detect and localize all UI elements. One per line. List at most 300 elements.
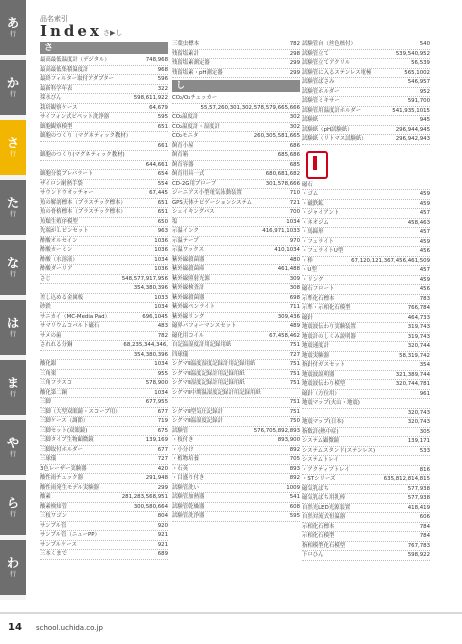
entry-pages: 1034 — [154, 304, 168, 310]
tab-7[interactable] — [0, 420, 26, 475]
index-entry — [40, 465, 168, 475]
entry-pages: 654 — [157, 171, 168, 177]
entry-pages: 541 — [289, 494, 300, 500]
entry-name: 酸化銀 — [40, 361, 57, 367]
index-entry — [172, 113, 300, 123]
entry-name: 飼育小屋 — [172, 142, 194, 149]
tab-gyo: 行 — [9, 451, 16, 458]
entry-name: 示相化石標本 — [302, 523, 335, 530]
entry-name: 紫外線殺菌庫 — [172, 266, 205, 272]
entry-name: 地震マップ(火山・地震) — [302, 400, 360, 406]
index-entry — [40, 284, 168, 294]
index-entry — [172, 132, 300, 142]
entry-name: CO₂/O₂チェッカー — [172, 95, 218, 101]
entry-name: 差し込める金属板 — [40, 294, 84, 301]
entry-name: ・アクティブトレイ — [302, 466, 350, 473]
index-entry — [172, 512, 300, 522]
entry-pages: 319,743 — [407, 324, 430, 330]
entry-pages: 533 — [419, 447, 430, 454]
index-column-3 — [302, 40, 430, 561]
tab-0[interactable] — [0, 0, 26, 55]
entry-pages: 705 — [289, 456, 300, 462]
index-entry — [40, 199, 168, 209]
index-entry — [40, 66, 168, 76]
index-entry — [172, 227, 300, 237]
index-entry — [40, 275, 168, 285]
tab-6[interactable] — [0, 360, 26, 415]
entry-name: 試験管に入るステンレス電極 — [302, 69, 372, 76]
index-entry — [302, 447, 430, 457]
index-entry — [302, 361, 430, 371]
entry-pages: 64,679 — [149, 104, 168, 111]
entry-name: 試験紙（pH試験紙） — [302, 126, 353, 133]
entry-pages: 893,900 — [277, 437, 300, 443]
entry-name: サメの歯 — [40, 332, 62, 339]
index-entry — [40, 531, 168, 541]
index-entry — [40, 550, 168, 560]
entry-name: されれる分銅 — [40, 342, 73, 348]
index-title: Index — [40, 22, 102, 40]
entry-pages: 489 — [289, 323, 300, 329]
entry-pages: 459 — [419, 191, 430, 197]
index-entry — [302, 513, 430, 523]
entry-name: 示相化石模型 — [302, 533, 335, 539]
entry-name: 酸素 — [40, 494, 51, 500]
tab-kana: な — [6, 256, 19, 270]
index-entry — [40, 522, 168, 532]
entry-pages: 719 — [157, 418, 168, 424]
index-entry — [172, 379, 300, 389]
entry-name: ・ゴム — [302, 191, 319, 197]
page-number: 14 — [8, 622, 22, 633]
entry-pages: 608 — [289, 503, 300, 510]
index-entry — [172, 218, 300, 228]
index-entry — [172, 142, 300, 152]
index-entry — [172, 503, 300, 513]
index-entry — [40, 360, 168, 370]
entry-name: 三脚（大型双眼鏡・スコープ用） — [40, 408, 121, 415]
tab-kana: ま — [6, 376, 19, 390]
entry-name: 採水びん — [40, 95, 62, 101]
entry-pages: 766,784 — [407, 305, 430, 311]
entry-name: 塩 — [172, 218, 178, 225]
entry-pages: 685,686 — [277, 152, 300, 158]
entry-name: 地震計のしくみ説明器 — [302, 333, 356, 340]
index-entry — [40, 75, 168, 85]
entry-pages: 1036 — [154, 266, 168, 272]
entry-pages: 921 — [157, 541, 168, 548]
entry-pages: 309 — [289, 275, 300, 282]
entry-pages: 721 — [289, 199, 300, 206]
index-entry — [302, 50, 430, 60]
index-entry — [302, 276, 430, 286]
entry-name: ・枝付き — [172, 437, 194, 443]
entry-name: 最終フィルター取付アダプター — [40, 76, 115, 82]
entry-pages: 305 — [419, 428, 430, 435]
index-entry — [302, 352, 430, 362]
entry-pages: 892 — [289, 446, 300, 453]
entry-name: 磁石 — [302, 181, 313, 188]
magnet-icon — [306, 151, 328, 179]
index-entry — [172, 408, 300, 418]
entry-name: CO₂モニタ — [172, 133, 199, 139]
entry-pages: 921 — [157, 532, 168, 538]
index-entry — [172, 370, 300, 380]
entry-pages: 410,1034 — [274, 247, 300, 253]
entry-name: サンプル管（ニューPP） — [40, 532, 100, 538]
entry-name: 最高最低集積温度計 — [40, 66, 89, 73]
index-entry — [40, 265, 168, 275]
entry-pages: 416,971,1033 — [262, 228, 300, 234]
index-entry — [40, 170, 168, 180]
index-entry — [172, 237, 300, 247]
index-entry — [302, 219, 430, 229]
tab-gyo: 行 — [9, 151, 16, 158]
index-entry — [172, 199, 300, 209]
entry-pages: 598,611,922 — [133, 95, 168, 101]
index-entry — [172, 161, 300, 171]
index-entry — [40, 132, 168, 142]
index-entry — [302, 135, 430, 145]
index-entry — [302, 437, 430, 447]
index-entry — [40, 389, 168, 399]
entry-pages: 680,681,682 — [265, 171, 300, 177]
entry-name: 魚類生殖序模型 — [40, 218, 78, 225]
tab-8[interactable] — [0, 480, 26, 535]
entry-name: ・植物培養 — [172, 456, 199, 462]
index-entry — [172, 50, 300, 60]
index-entry — [40, 246, 168, 256]
entry-pages: 767,783 — [407, 542, 430, 549]
index-entry — [172, 389, 300, 399]
entry-name: ・U型 — [302, 267, 317, 273]
index-entry — [40, 94, 168, 104]
index-entry — [302, 181, 430, 191]
entry-name: 試験管立てアクリル — [302, 60, 351, 66]
site-url[interactable]: school.uchida.co.jp — [36, 624, 103, 632]
entry-name: 地震波説明器 — [302, 371, 335, 378]
tab-kana: は — [6, 316, 19, 330]
index-entry — [302, 314, 430, 324]
index-entry — [302, 342, 430, 352]
entry-name: シグマⅡ温湿度記録計 — [172, 418, 224, 424]
index-entry — [40, 455, 168, 465]
index-entry — [172, 427, 300, 437]
entry-name: 自記温湿度計用記録用紙 — [172, 342, 232, 348]
index-entry — [302, 88, 430, 98]
entry-name: 紫外線照射光源 — [172, 275, 210, 282]
entry-pages: 677,955 — [145, 399, 168, 405]
index-entry — [40, 85, 168, 95]
index-entry — [172, 69, 300, 79]
entry-pages: 56,539 — [411, 60, 430, 66]
index-entry — [302, 69, 430, 79]
index-entry — [302, 59, 430, 69]
index-entry — [302, 238, 430, 248]
index-entry — [172, 40, 300, 50]
tab-3[interactable] — [0, 180, 26, 235]
entry-name: 地震マップ(日本) — [302, 419, 344, 425]
index-entry — [172, 341, 300, 351]
entry-pages: 578,900 — [145, 380, 168, 386]
index-entry — [40, 370, 168, 380]
index-entry — [40, 341, 168, 351]
index-entry — [40, 123, 168, 133]
tab-1[interactable] — [0, 60, 26, 115]
entry-name: 三葉虫標本 — [172, 41, 199, 47]
entry-pages: 816 — [419, 466, 430, 473]
entry-pages: 458,463 — [407, 219, 430, 226]
tab-gyo: 行 — [9, 391, 16, 398]
entry-pages: 685 — [289, 161, 300, 168]
entry-name: 磁針 — [302, 314, 313, 321]
index-entry — [302, 504, 430, 514]
index-entry — [40, 142, 168, 152]
entry-pages: 67,458,462 — [269, 332, 300, 339]
entry-pages: 1033 — [154, 294, 168, 301]
entry-name: 三脚 — [40, 399, 51, 405]
entry-pages: 457 — [419, 210, 430, 216]
entry-name: ・目盛り付き — [172, 475, 205, 481]
tab-4[interactable] — [0, 240, 26, 295]
entry-pages: 750 — [289, 418, 300, 424]
entry-name: 三枝ワゴン — [40, 513, 67, 519]
entry-pages: 541,935,1015 — [392, 107, 430, 114]
entry-pages: 751 — [289, 408, 300, 415]
entry-name: さじ — [40, 275, 51, 282]
entry-pages: 354 — [419, 362, 430, 368]
entry-pages: 1034 — [154, 389, 168, 396]
index-entry — [40, 351, 168, 361]
entry-name: 指相模型化石模型 — [302, 542, 346, 549]
index-entry — [302, 190, 430, 200]
entry-pages: 577,938 — [407, 495, 430, 501]
entry-pages: 1009 — [286, 484, 300, 491]
kana-heading-sa: さ — [40, 42, 168, 54]
entry-pages — [298, 94, 300, 103]
entry-pages: 320,743 — [407, 409, 430, 416]
index-entry — [40, 104, 168, 114]
index-entry — [40, 474, 168, 484]
tab-2[interactable] — [0, 120, 26, 175]
index-entry — [40, 161, 168, 171]
index-entry — [172, 123, 300, 133]
entry-pages: 689 — [157, 551, 168, 557]
entry-name: 試験管加熱器 — [172, 494, 205, 500]
index-entry — [172, 256, 300, 266]
entry-name: 三脚タイプ生物顕微鏡 — [40, 437, 94, 443]
entry-name: 自然対流式恒温器 — [302, 514, 346, 520]
entry-pages: 577,938 — [407, 485, 430, 492]
entry-pages: 319,743 — [407, 333, 430, 340]
entry-pages: 677 — [157, 408, 168, 415]
entry-name: ・フェライト — [302, 238, 334, 245]
entry-name: 残留塩素計 — [172, 50, 199, 57]
index-entry — [302, 209, 430, 219]
entry-name: シグマⅡ湿度記録計用記録用紙 — [172, 380, 245, 386]
entry-pages: 456 — [419, 286, 430, 292]
entry-name: CO₂温度計・湿度計 — [172, 123, 220, 130]
entry-pages: 1034 — [154, 256, 168, 263]
index-entry — [40, 256, 168, 266]
index-entry — [172, 265, 300, 275]
index-entry — [172, 332, 300, 342]
entry-name: 魚の解剖標本（プラスチック標本） — [40, 199, 126, 206]
entry-pages: 483 — [157, 323, 168, 329]
entry-name: 飼育用具一式 — [172, 171, 205, 177]
entry-name: CO₂温度計 — [172, 114, 199, 120]
index-entry — [40, 294, 168, 304]
index-entry — [40, 503, 168, 513]
entry-name: 示温テープ — [172, 237, 199, 244]
index-entry — [40, 332, 168, 342]
entry-pages: 686 — [289, 142, 300, 149]
index-entry — [40, 379, 168, 389]
entry-name: 三脚セット(双眼鏡) — [40, 427, 88, 434]
index-entry — [302, 390, 430, 400]
entry-pages: 644,661 — [145, 161, 168, 168]
tab-9[interactable] — [0, 540, 26, 595]
entry-name: サンプル管 — [40, 522, 67, 529]
entry-pages: 751 — [289, 342, 300, 348]
index-entry — [40, 446, 168, 456]
entry-pages: 804 — [157, 513, 168, 519]
entry-name: 試験紙（リトマス試験紙） — [302, 136, 367, 142]
entry-pages: 464,733 — [407, 314, 430, 321]
entry-pages: 300,580,664 — [133, 503, 168, 510]
index-entry — [172, 360, 300, 370]
entry-name: ・ジャイアント — [302, 210, 340, 216]
entry-name: 地震波伝わり模型 — [302, 381, 346, 387]
entry-name: 酸性雨チェック器 — [40, 475, 83, 481]
index-column-2 — [172, 40, 300, 522]
entry-pages: 302 — [289, 123, 300, 130]
entry-name: ・石英 — [172, 465, 189, 472]
entry-pages: 67,445 — [149, 190, 168, 196]
entry-pages: 354,380,396 — [133, 285, 168, 291]
index-entry — [40, 436, 168, 446]
entry-pages: 751 — [289, 399, 300, 405]
entry-name: 酸性雨発生モデル実験器 — [40, 484, 100, 491]
entry-pages: 68,235,344,346, — [123, 342, 168, 348]
index-entry — [302, 247, 430, 257]
entry-name: 最高最低温度計（デジタル） — [40, 57, 110, 63]
entry-pages: 576,705,892,893 — [253, 427, 300, 434]
entry-name: 試験管ホルダー — [302, 88, 340, 95]
entry-name: 試験管用温度計ホルダー — [302, 107, 362, 114]
entry-name: サウンドウオッチャー — [40, 190, 94, 196]
index-entry — [302, 323, 430, 333]
entry-pages: 320,744 — [407, 343, 430, 349]
index-column-1 — [40, 40, 168, 560]
entry-name: システム顕微鏡 — [302, 438, 340, 444]
entry-name: ・馬蹄形 — [302, 229, 324, 235]
entry-name: 三脚取付ホルダー — [40, 446, 83, 453]
index-entry — [172, 94, 300, 104]
entry-name: 磁石フロート — [302, 286, 335, 292]
entry-pages — [428, 456, 430, 465]
entry-pages: 299 — [157, 484, 168, 491]
index-entry — [172, 465, 300, 475]
entry-name: サニカイ（MC-Media Pad） — [40, 313, 110, 320]
tab-5[interactable] — [0, 300, 26, 355]
entry-name: 指針付ガスセット — [302, 362, 346, 368]
entry-pages: 700 — [289, 209, 300, 215]
index-label: 品名索引 — [40, 15, 68, 23]
index-entry — [40, 493, 168, 503]
entry-name: 試験管ばさみ — [302, 79, 335, 85]
tab-kana: わ — [6, 556, 19, 570]
entry-name: 紫外線検査計 — [172, 285, 205, 291]
entry-name: 指数計(熱中症) — [302, 428, 339, 435]
entry-name: 地震波伝わり実験装置 — [302, 324, 356, 330]
index-entry — [40, 237, 168, 247]
index-entry — [302, 97, 430, 107]
entry-pages: 782 — [157, 332, 168, 339]
index-entry — [172, 104, 300, 114]
index-entry — [172, 303, 300, 313]
index-entry — [302, 266, 430, 276]
index-entry — [172, 322, 300, 332]
entry-name: 磁気乳ばち — [302, 485, 329, 492]
entry-name: 飼育容器 — [172, 161, 194, 168]
entry-name: 酢酸ダーリア — [40, 266, 73, 272]
index-entry — [40, 322, 168, 332]
entry-pages: 784 — [419, 523, 430, 530]
entry-pages: 1036 — [154, 247, 168, 253]
entry-name: 紫外線殺菌器 — [172, 294, 205, 301]
entry-pages: 920 — [157, 522, 168, 529]
entry-pages: 420 — [157, 465, 168, 472]
tab-kana: さ — [6, 136, 19, 150]
entry-pages: 893 — [289, 465, 300, 472]
entry-pages: 751 — [289, 370, 300, 377]
index-entry — [40, 113, 168, 123]
entry-name: 3色レーザー実験器 — [40, 465, 87, 472]
tab-kana: や — [6, 436, 19, 450]
entry-pages: 961 — [419, 390, 430, 397]
entry-name: 四球儀 — [172, 351, 189, 358]
index-entry — [302, 418, 430, 428]
index-entry — [302, 380, 430, 390]
entry-pages: 677 — [157, 446, 168, 453]
tab-gyo: 行 — [9, 511, 16, 518]
index-entry — [40, 484, 168, 494]
entry-pages: 782 — [289, 41, 300, 47]
entry-pages — [166, 151, 168, 160]
entry-name: 三角架 — [40, 370, 57, 377]
index-entry — [302, 295, 430, 305]
index-entry — [172, 351, 300, 361]
entry-pages: 58,319,742 — [399, 352, 430, 359]
entry-pages: 651 — [157, 123, 168, 130]
index-entry — [302, 399, 430, 409]
entry-name: ・小分け — [172, 446, 194, 453]
entry-name: 地震速度計 — [302, 343, 329, 349]
kana-tab-bar — [0, 0, 26, 600]
entry-name: ・磁鉄鉱 — [302, 200, 324, 207]
entry-name: 栽培観察ケース — [40, 104, 78, 111]
entry-name: ・フェライトU型 — [302, 248, 344, 254]
entry-pages: 546,957 — [407, 79, 430, 85]
entry-name: 酸化第二銅 — [40, 389, 67, 396]
index-entry — [172, 474, 300, 484]
index-entry — [40, 398, 168, 408]
entry-name: 三脚ケース（調節） — [40, 418, 89, 424]
entry-pages: 1034 — [154, 361, 168, 367]
entry-name: 酢酸オルセイン — [40, 237, 78, 244]
index-entry — [172, 455, 300, 465]
